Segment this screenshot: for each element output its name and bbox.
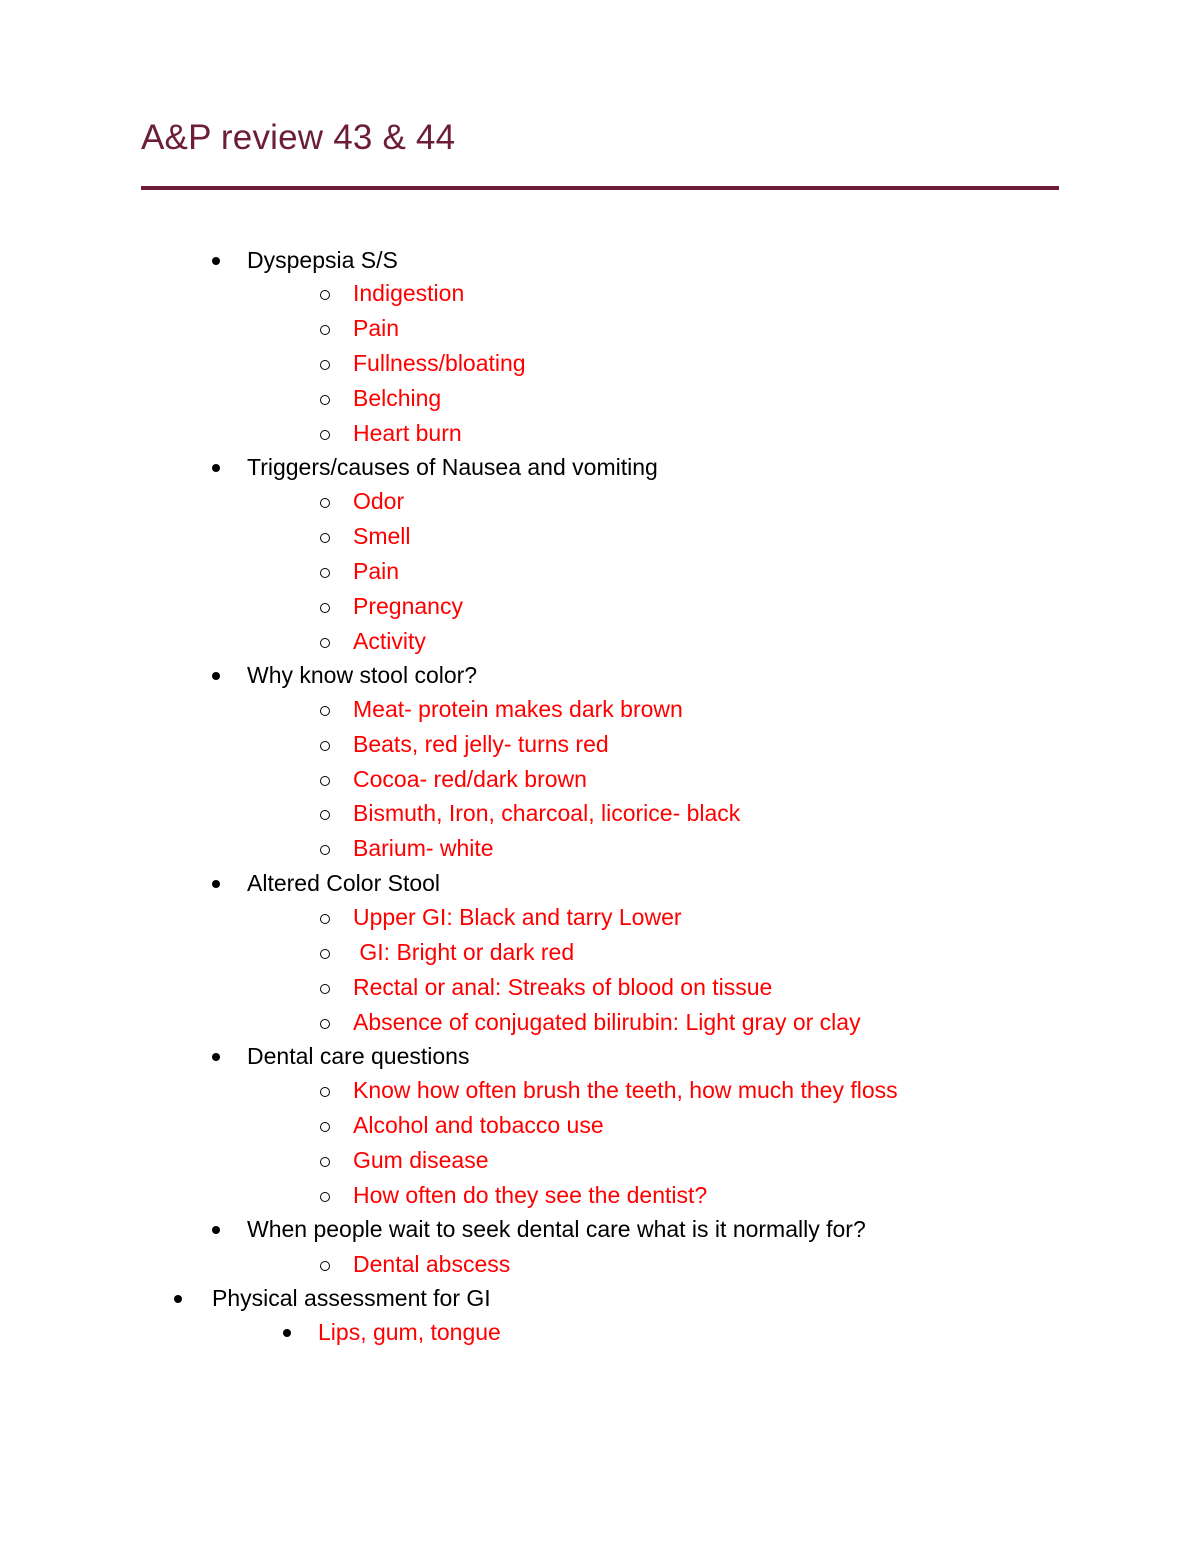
bullet-disc-icon <box>212 1053 220 1061</box>
list-item-text: GI: Bright or dark red <box>353 939 575 965</box>
list-item-text: Beats, red jelly- turns red <box>353 731 609 757</box>
list-item-text: Physical assessment for GI <box>212 1285 491 1311</box>
bullet-circle-icon <box>320 776 330 786</box>
bullet-circle-icon <box>320 1087 330 1097</box>
list-item-text: Dental abscess <box>353 1251 511 1277</box>
bullet-circle-icon <box>320 706 330 716</box>
list-item-text: Dental care questions <box>247 1043 470 1069</box>
list-item-text: Pain <box>353 558 400 584</box>
list-item-text: Lips, gum, tongue <box>318 1319 501 1345</box>
list-item-text: Pain <box>353 315 400 341</box>
bullet-circle-icon <box>320 949 330 959</box>
bullet-circle-icon <box>320 325 330 335</box>
bullet-disc-icon <box>283 1329 291 1337</box>
page-title: A&P review 43 & 44 <box>141 118 456 157</box>
list-item-text: Smell <box>353 523 411 549</box>
bullet-circle-icon <box>320 638 330 648</box>
list-item-text: Why know stool color? <box>247 662 478 688</box>
bullet-circle-icon <box>320 845 330 855</box>
bullet-disc-icon <box>212 1226 220 1234</box>
bullet-circle-icon <box>320 914 330 924</box>
bullet-disc-icon <box>212 464 220 472</box>
bullet-circle-icon <box>320 395 330 405</box>
list-item-text: Cocoa- red/dark brown <box>353 766 587 792</box>
bullet-disc-icon <box>212 257 220 265</box>
list-item-text: When people wait to seek dental care what is it normally for? <box>247 1216 866 1242</box>
list-item-text: Rectal or anal: Streaks of blood on tissue <box>353 974 773 1000</box>
bullet-circle-icon <box>320 568 330 578</box>
list-item-text: Activity <box>353 628 426 654</box>
bullet-disc-icon <box>174 1295 182 1303</box>
bullet-circle-icon <box>320 1157 330 1167</box>
list-item-text: Odor <box>353 488 405 514</box>
list-item-text: Know how often brush the teeth, how much they floss <box>353 1077 898 1103</box>
list-item-text: Barium- white <box>353 835 494 861</box>
bullet-circle-icon <box>320 984 330 994</box>
list-item-text: Gum disease <box>353 1147 489 1173</box>
bullet-circle-icon <box>320 498 330 508</box>
list-item-text: Alcohol and tobacco use <box>353 1112 604 1138</box>
bullet-circle-icon <box>320 1192 330 1202</box>
bullet-circle-icon <box>320 533 330 543</box>
list-item-text: Pregnancy <box>353 593 463 619</box>
bullet-disc-icon <box>212 672 220 680</box>
list-item-text: Upper GI: Black and tarry Lower <box>353 904 682 930</box>
bullet-circle-icon <box>320 810 330 820</box>
list-item-text: Triggers/causes of Nausea and vomiting <box>247 454 658 480</box>
bullet-circle-icon <box>320 741 330 751</box>
list-item-text: Absence of conjugated bilirubin: Light gray or clay <box>353 1009 861 1035</box>
bullet-circle-icon <box>320 1261 330 1271</box>
list-item-text: Bismuth, Iron, charcoal, licorice- black <box>353 800 741 826</box>
list-item-text: Meat- protein makes dark brown <box>353 696 683 722</box>
list-item-text: Altered Color Stool <box>247 870 441 896</box>
bullet-circle-icon <box>320 290 330 300</box>
list-item-text: Fullness/bloating <box>353 350 526 376</box>
bullet-circle-icon <box>320 1122 330 1132</box>
bullet-circle-icon <box>320 430 330 440</box>
list-item-text: Indigestion <box>353 280 465 306</box>
list-item-text: Heart burn <box>353 420 462 446</box>
list-item-text: Belching <box>353 385 442 411</box>
bullet-circle-icon <box>320 603 330 613</box>
title-divider <box>141 186 1059 190</box>
bullet-circle-icon <box>320 1019 330 1029</box>
bullet-circle-icon <box>320 360 330 370</box>
list-item-text: How often do they see the dentist? <box>353 1182 708 1208</box>
list-item-text: Dyspepsia S/S <box>247 247 398 273</box>
bullet-disc-icon <box>212 880 220 888</box>
